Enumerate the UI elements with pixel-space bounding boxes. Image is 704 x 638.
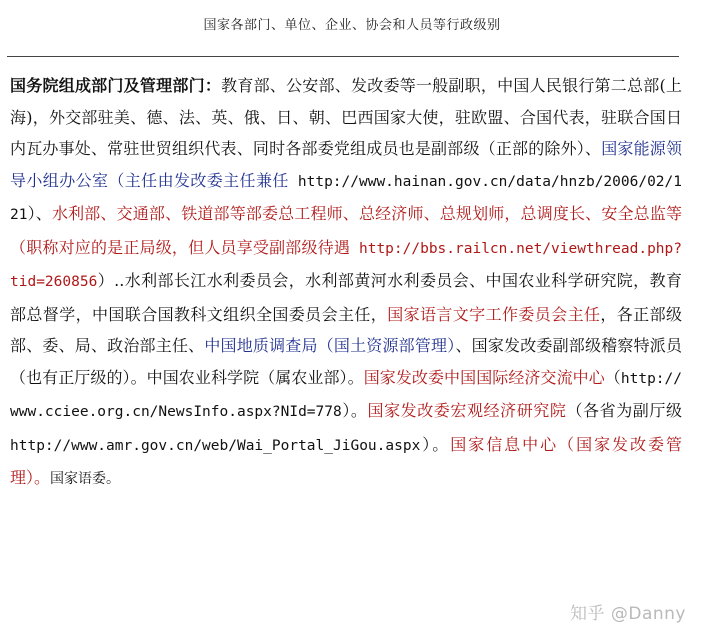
text-segment: 。 [34,468,51,487]
text-segment: ）、 [27,204,52,223]
text-segment: ）。 [420,434,451,454]
text-segment: （ [604,367,621,387]
intro-heading: 国务院组成部门及管理部门： [10,76,222,95]
text-segment: ，各正部级部、委、局、政治部主任、 [10,304,682,355]
header-divider [7,56,679,57]
text-segment-language-commission: 国家语委。 [50,471,121,487]
text-segment: 教育部、公安部、发改委等一般副职，中国人民银行第二总部(上海)，外交部驻美、德、法、英、俄、日、朝、巴西国家大使，驻欧盟、合国代表，驻联合国日内瓦办事处、常驻世贸组织代表、同时各部委党组成员也是副部级（正部的除外）、 [10,76,682,158]
highlight-blue-energy-office: 国家能源领导小组办公室（主任由发改委主任兼任 [10,139,682,190]
text-segment: （各省为副厅级 [566,401,682,420]
highlight-red-information-center: 国家信息中心（国家发改委管理） [10,434,682,487]
document-paragraph [10,70,682,496]
text-segment: 、国家发改委副部级稽察特派员（也有正厅级的）。中国农业科学院（属农业部）。 [10,336,682,387]
text-segment: ）..水利部长江水利委员会，水利部黄河水利委员会、中国农业科学研究院，教育部总督学，中国联合国教科文组织全国委员会主任， [10,271,682,324]
url-link-railcn: http://bbs.railcn.net/viewthread.php?tid=260856 [10,240,682,290]
page-header-title: 国家各部门、单位、企业、协会和人员等行政级别 [203,18,501,33]
url-link-cciee: http://www.cciee.org.cn/NewsInfo.aspx?NId=778 [10,370,682,420]
url-link-hainan: http://www.hainan.gov.cn/data/hnzb/2006/02/121 [10,173,682,223]
highlight-red-language-committee: 国家语言文字工作委员会主任 [387,304,601,324]
highlight-red-macro-research: 国家发改委宏观经济研究院 [367,401,567,420]
highlight-red-chief-engineers: 水利部、交通部、铁道部等部委总工程师、总经济师、总规划师，总调度长、安全总监等（职称对应的是正局级，但人员享受副部级待遇 [10,204,682,257]
url-link-amr: http://www.amr.gov.cn/web/Wai_Portal_JiGou.aspx [10,437,421,454]
highlight-blue-geological-survey: 中国地质调查局（国土资源部管理） [204,336,456,355]
text-segment: ）。 [341,401,368,420]
highlight-red-exchange-center: 国家发改委中国国际经济交流中心 [363,367,605,387]
zhihu-watermark: 知乎 @Danny [569,604,686,624]
